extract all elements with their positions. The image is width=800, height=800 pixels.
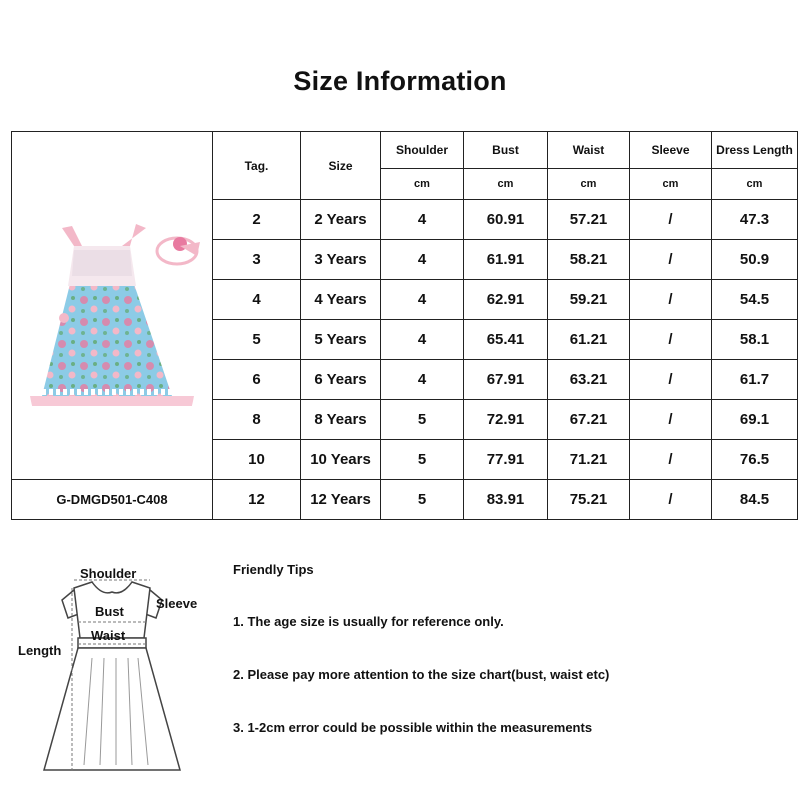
cell-shoulder: 5	[381, 480, 464, 520]
unit-dress-length: cm	[712, 169, 798, 200]
cell-tag: 6	[213, 360, 301, 400]
unit-bust: cm	[464, 169, 548, 200]
cell-bust: 83.91	[464, 480, 548, 520]
cell-size: 10 Years	[301, 440, 381, 480]
cell-shoulder: 5	[381, 440, 464, 480]
diagram-label-length: Length	[18, 643, 62, 658]
unit-sleeve: cm	[630, 169, 712, 200]
cell-sleeve: /	[630, 440, 712, 480]
cell-sleeve: /	[630, 240, 712, 280]
product-photo-cell	[12, 132, 213, 480]
table-row	[12, 480, 798, 520]
header-waist: Waist	[548, 132, 630, 169]
measurement-diagram	[12, 560, 222, 790]
cell-tag: 2	[213, 200, 301, 240]
unit-waist: cm	[548, 169, 630, 200]
size-table	[11, 131, 798, 520]
cell-bust: 65.41	[464, 320, 548, 360]
cell-size: 4 Years	[301, 280, 381, 320]
tip-item: 1. The age size is usually for reference only.	[233, 614, 504, 629]
header-sleeve: Sleeve	[630, 132, 712, 169]
cell-tag: 12	[213, 480, 301, 520]
tips-heading: Friendly Tips	[233, 562, 314, 577]
diagram-label-shoulder: Shoulder	[80, 566, 137, 581]
cell-bust: 77.91	[464, 440, 548, 480]
cell-length: 61.7	[712, 360, 798, 400]
cell-shoulder: 4	[381, 200, 464, 240]
page-title: Size Information	[293, 66, 507, 96]
cell-waist: 63.21	[548, 360, 630, 400]
header-shoulder: Shoulder	[381, 132, 464, 169]
cell-waist: 59.21	[548, 280, 630, 320]
dress-outline-icon	[12, 560, 222, 790]
cell-sleeve: /	[630, 280, 712, 320]
cell-size: 3 Years	[301, 240, 381, 280]
cell-shoulder: 4	[381, 240, 464, 280]
cell-sleeve: /	[630, 480, 712, 520]
cell-sleeve: /	[630, 400, 712, 440]
cell-length: 69.1	[712, 400, 798, 440]
cell-tag: 4	[213, 280, 301, 320]
cell-bust: 60.91	[464, 200, 548, 240]
cell-bust: 61.91	[464, 240, 548, 280]
cell-tag: 3	[213, 240, 301, 280]
cell-tag: 8	[213, 400, 301, 440]
cell-length: 84.5	[712, 480, 798, 520]
cell-waist: 61.21	[548, 320, 630, 360]
header-dress-length: Dress Length	[712, 132, 798, 169]
cell-shoulder: 4	[381, 280, 464, 320]
product-code: G-DMGD501-C408	[12, 480, 213, 520]
cell-size: 8 Years	[301, 400, 381, 440]
cell-size: 12 Years	[301, 480, 381, 520]
cell-bust: 67.91	[464, 360, 548, 400]
tip-item: 3. 1-2cm error could be possible within the measurements	[233, 720, 593, 735]
cell-bust: 72.91	[464, 400, 548, 440]
cell-length: 50.9	[712, 240, 798, 280]
cell-waist: 67.21	[548, 400, 630, 440]
header-bust: Bust	[464, 132, 548, 169]
header-tag: Tag.	[213, 132, 301, 200]
cell-bust: 62.91	[464, 280, 548, 320]
table-header-row	[12, 132, 798, 169]
cell-tag: 10	[213, 440, 301, 480]
cell-length: 58.1	[712, 320, 798, 360]
cell-size: 6 Years	[301, 360, 381, 400]
cell-waist: 58.21	[548, 240, 630, 280]
diagram-label-waist: Waist	[91, 628, 126, 643]
header-size: Size	[301, 132, 381, 200]
diagram-label-bust: Bust	[95, 604, 124, 619]
cell-shoulder: 5	[381, 400, 464, 440]
cell-sleeve: /	[630, 320, 712, 360]
dress-photo	[12, 206, 212, 406]
cell-tag: 5	[213, 320, 301, 360]
cell-length: 76.5	[712, 440, 798, 480]
cell-size: 5 Years	[301, 320, 381, 360]
cell-sleeve: /	[630, 360, 712, 400]
cell-waist: 75.21	[548, 480, 630, 520]
unit-shoulder: cm	[381, 169, 464, 200]
cell-waist: 71.21	[548, 440, 630, 480]
tip-item: 2. Please pay more attention to the size chart(bust, waist etc)	[233, 667, 610, 682]
cell-length: 54.5	[712, 280, 798, 320]
diagram-label-sleeve: Sleeve	[156, 596, 198, 611]
cell-length: 47.3	[712, 200, 798, 240]
cell-sleeve: /	[630, 200, 712, 240]
cell-shoulder: 4	[381, 320, 464, 360]
cell-shoulder: 4	[381, 360, 464, 400]
cell-size: 2 Years	[301, 200, 381, 240]
cell-waist: 57.21	[548, 200, 630, 240]
